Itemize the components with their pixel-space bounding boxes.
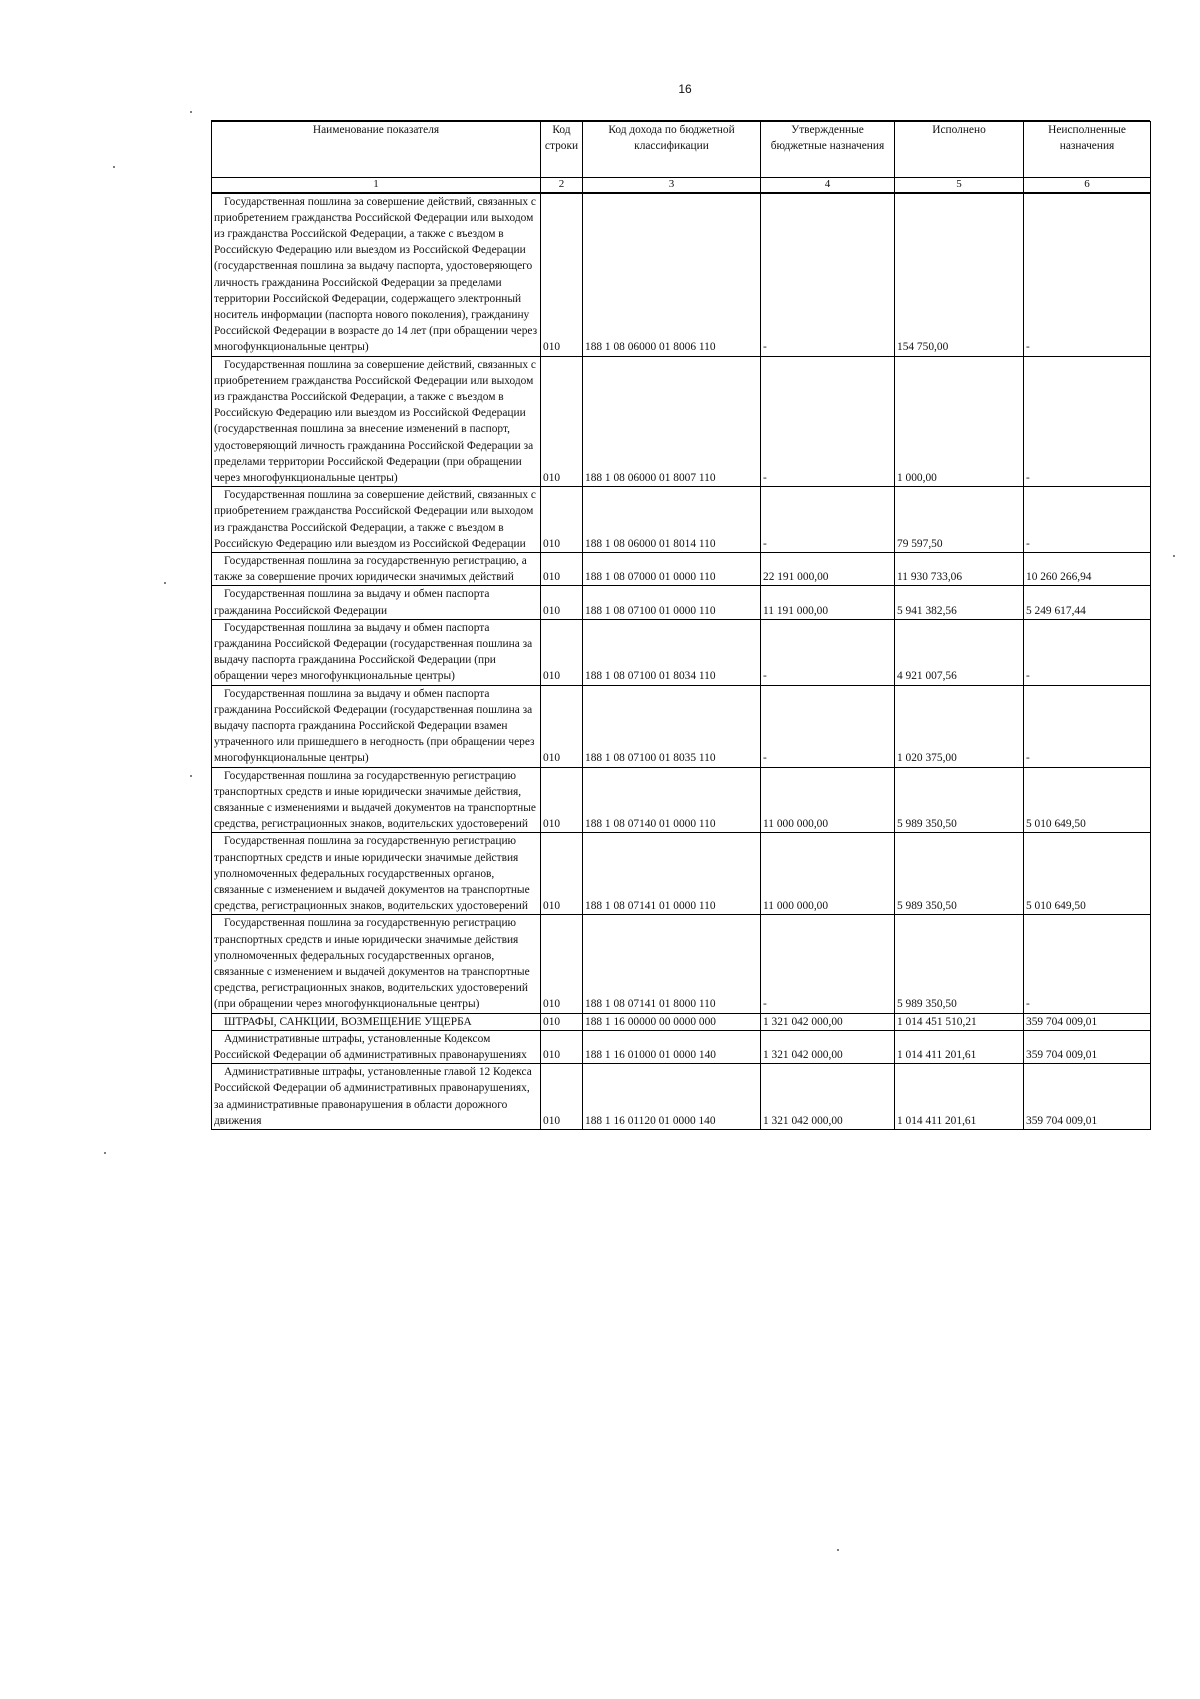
executed-amount: 154 750,00 (895, 193, 1024, 357)
income-code: 188 1 08 07100 01 8034 110 (583, 619, 761, 685)
table-row (212, 915, 1151, 1013)
approved-amount: 22 191 000,00 (761, 552, 895, 585)
indicator-name: Административные штрафы, установленные главой 12 Кодекса Российской Федерации об административных правонарушениях, за административные правонарушения в области дорожного движения (212, 1064, 541, 1130)
income-code: 188 1 16 00000 00 0000 000 (583, 1013, 761, 1030)
column-number: 1 (212, 178, 541, 193)
indicator-name: Государственная пошлина за государственную регистрацию транспортных средств и иные юридически значимые действия, связанные с изменениями и выдачей документов на транспортные средства, регистрационных знаков, водительских удостоверений (212, 767, 541, 833)
scan-speck (190, 111, 192, 113)
table-row (212, 552, 1151, 585)
indicator-name: Государственная пошлина за совершение действий, связанных с приобретением гражданства Российской Федерации или выходом из гражданства Российской Федерации, а также с въездом в Российскую Федерацию или выездом из Российской Федерации (государственная пошлина за выдачу паспорта, удостоверяющего личность гражданина Российской Федерации за пределами территории Российской Федерации, содержащего электронный носитель информации (паспорта нового поколения), гражданину Российской Федерации в возрасте до 14 лет (при обращении через многофункциональные центры) (212, 193, 541, 357)
table-row (212, 767, 1151, 833)
approved-amount: 11 191 000,00 (761, 586, 895, 619)
line-code: 010 (541, 193, 583, 357)
column-number: 3 (583, 178, 761, 193)
scan-speck (837, 1549, 839, 1551)
table-row (212, 1013, 1151, 1030)
unexecuted-amount: 359 704 009,01 (1024, 1030, 1151, 1063)
table-row (212, 487, 1151, 553)
header-unexecuted: Неисполненные назначения (1024, 122, 1151, 178)
unexecuted-amount: 5 010 649,50 (1024, 767, 1151, 833)
indicator-name: Государственная пошлина за выдачу и обмен паспорта гражданина Российской Федерации (государственная пошлина за выдачу паспорта гражданина Российской Федерации (при обращении через многофункциональные центры) (212, 619, 541, 685)
indicator-name: ШТРАФЫ, САНКЦИИ, ВОЗМЕЩЕНИЕ УЩЕРБА (212, 1013, 541, 1030)
table-row (212, 685, 1151, 767)
income-code: 188 1 08 07140 01 0000 110 (583, 767, 761, 833)
approved-amount: 1 321 042 000,00 (761, 1013, 895, 1030)
header-indicator-name: Наименование показателя (212, 122, 541, 178)
indicator-name: Государственная пошлина за совершение действий, связанных с приобретением гражданства Российской Федерации или выходом из гражданства Российской Федерации, а также с въездом в Российскую Федерацию или выездом из Российской Федерации (212, 487, 541, 553)
column-number-row (212, 178, 1151, 193)
indicator-name: Государственная пошлина за совершение действий, связанных с приобретением гражданства Российской Федерации или выходом из гражданства Российской Федерации, а также с въездом в Российскую Федерацию или выездом из Российской Федерации (государственная пошлина за внесение изменений в паспорт, удостоверяющий личность гражданина Российской Федерации за пределами территории Российской Федерации (при обращении через многофункциональные центры) (212, 356, 541, 487)
unexecuted-amount: 10 260 266,94 (1024, 552, 1151, 585)
unexecuted-amount: 5 249 617,44 (1024, 586, 1151, 619)
line-code: 010 (541, 552, 583, 585)
line-code: 010 (541, 1064, 583, 1130)
executed-amount: 1 020 375,00 (895, 685, 1024, 767)
line-code: 010 (541, 915, 583, 1013)
approved-amount: - (761, 193, 895, 357)
income-code: 188 1 08 06000 01 8007 110 (583, 356, 761, 487)
line-code: 010 (541, 685, 583, 767)
scan-speck (113, 166, 115, 168)
executed-amount: 1 014 411 201,61 (895, 1030, 1024, 1063)
page-number: 16 (678, 82, 692, 96)
unexecuted-amount: 359 704 009,01 (1024, 1064, 1151, 1130)
column-number: 6 (1024, 178, 1151, 193)
scan-speck (1173, 555, 1175, 557)
header-approved: Утвержденные бюджетные назначения (761, 122, 895, 178)
executed-amount: 5 989 350,50 (895, 833, 1024, 915)
table-header (212, 122, 1151, 193)
column-number: 2 (541, 178, 583, 193)
line-code: 010 (541, 586, 583, 619)
approved-amount: 11 000 000,00 (761, 767, 895, 833)
unexecuted-amount: - (1024, 487, 1151, 553)
unexecuted-amount: - (1024, 356, 1151, 487)
indicator-name: Государственная пошлина за государственную регистрацию, а также за совершение прочих юридически значимых действий (212, 552, 541, 585)
header-line-code: Код строки (541, 122, 583, 178)
income-code: 188 1 08 06000 01 8014 110 (583, 487, 761, 553)
unexecuted-amount: - (1024, 915, 1151, 1013)
executed-amount: 1 000,00 (895, 356, 1024, 487)
line-code: 010 (541, 833, 583, 915)
line-code: 010 (541, 487, 583, 553)
table-row (212, 1064, 1151, 1130)
unexecuted-amount: - (1024, 685, 1151, 767)
approved-amount: 1 321 042 000,00 (761, 1064, 895, 1130)
executed-amount: 1 014 451 510,21 (895, 1013, 1024, 1030)
unexecuted-amount: - (1024, 193, 1151, 357)
header-income-code: Код дохода по бюджетной классификации (583, 122, 761, 178)
approved-amount: 11 000 000,00 (761, 833, 895, 915)
executed-amount: 5 941 382,56 (895, 586, 1024, 619)
unexecuted-amount: 5 010 649,50 (1024, 833, 1151, 915)
executed-amount: 4 921 007,56 (895, 619, 1024, 685)
income-code: 188 1 16 01120 01 0000 140 (583, 1064, 761, 1130)
scan-speck (164, 582, 166, 584)
table-body (212, 193, 1151, 1130)
income-code: 188 1 08 07100 01 8035 110 (583, 685, 761, 767)
approved-amount: - (761, 356, 895, 487)
table-row (212, 586, 1151, 619)
income-code: 188 1 08 07100 01 0000 110 (583, 586, 761, 619)
income-code: 188 1 08 07141 01 8000 110 (583, 915, 761, 1013)
indicator-name: Административные штрафы, установленные Кодексом Российской Федерации об административных правонарушениях (212, 1030, 541, 1063)
approved-amount: - (761, 487, 895, 553)
executed-amount: 11 930 733,06 (895, 552, 1024, 585)
table-row (212, 619, 1151, 685)
line-code: 010 (541, 1013, 583, 1030)
executed-amount: 5 989 350,50 (895, 915, 1024, 1013)
header-row (212, 122, 1151, 178)
column-number: 4 (761, 178, 895, 193)
income-code: 188 1 08 06000 01 8006 110 (583, 193, 761, 357)
line-code: 010 (541, 1030, 583, 1063)
line-code: 010 (541, 619, 583, 685)
approved-amount: 1 321 042 000,00 (761, 1030, 895, 1063)
table-row (212, 193, 1151, 357)
approved-amount: - (761, 915, 895, 1013)
budget-income-table (211, 121, 1151, 1130)
executed-amount: 79 597,50 (895, 487, 1024, 553)
executed-amount: 1 014 411 201,61 (895, 1064, 1024, 1130)
header-executed: Исполнено (895, 122, 1024, 178)
scan-speck (190, 775, 192, 777)
income-code: 188 1 08 07141 01 0000 110 (583, 833, 761, 915)
line-code: 010 (541, 767, 583, 833)
line-code: 010 (541, 356, 583, 487)
unexecuted-amount: 359 704 009,01 (1024, 1013, 1151, 1030)
indicator-name: Государственная пошлина за государственную регистрацию транспортных средств и иные юридически значимые действия уполномоченных федеральных государственных органов, связанные с изменением и выдачей документов на транспортные средства, регистрационных знаков, водительских удостоверений (212, 833, 541, 915)
table-row (212, 833, 1151, 915)
column-number: 5 (895, 178, 1024, 193)
executed-amount: 5 989 350,50 (895, 767, 1024, 833)
scan-speck (104, 1152, 106, 1154)
approved-amount: - (761, 619, 895, 685)
indicator-name: Государственная пошлина за государственную регистрацию транспортных средств и иные юридически значимые действия уполномоченных федеральных государственных органов, связанные с изменением и выдачей документов на транспортные средства, регистрационных знаков, водительских удостоверений (при обращении через многофункциональные центры) (212, 915, 541, 1013)
approved-amount: - (761, 685, 895, 767)
indicator-name: Государственная пошлина за выдачу и обмен паспорта гражданина Российской Федерации (212, 586, 541, 619)
income-code: 188 1 08 07000 01 0000 110 (583, 552, 761, 585)
income-code: 188 1 16 01000 01 0000 140 (583, 1030, 761, 1063)
unexecuted-amount: - (1024, 619, 1151, 685)
table-row (212, 1030, 1151, 1063)
table-row (212, 356, 1151, 487)
indicator-name: Государственная пошлина за выдачу и обмен паспорта гражданина Российской Федерации (государственная пошлина за выдачу паспорта гражданина Российской Федерации взамен утраченного или пришедшего в негодность (при обращении через многофункциональные центры) (212, 685, 541, 767)
